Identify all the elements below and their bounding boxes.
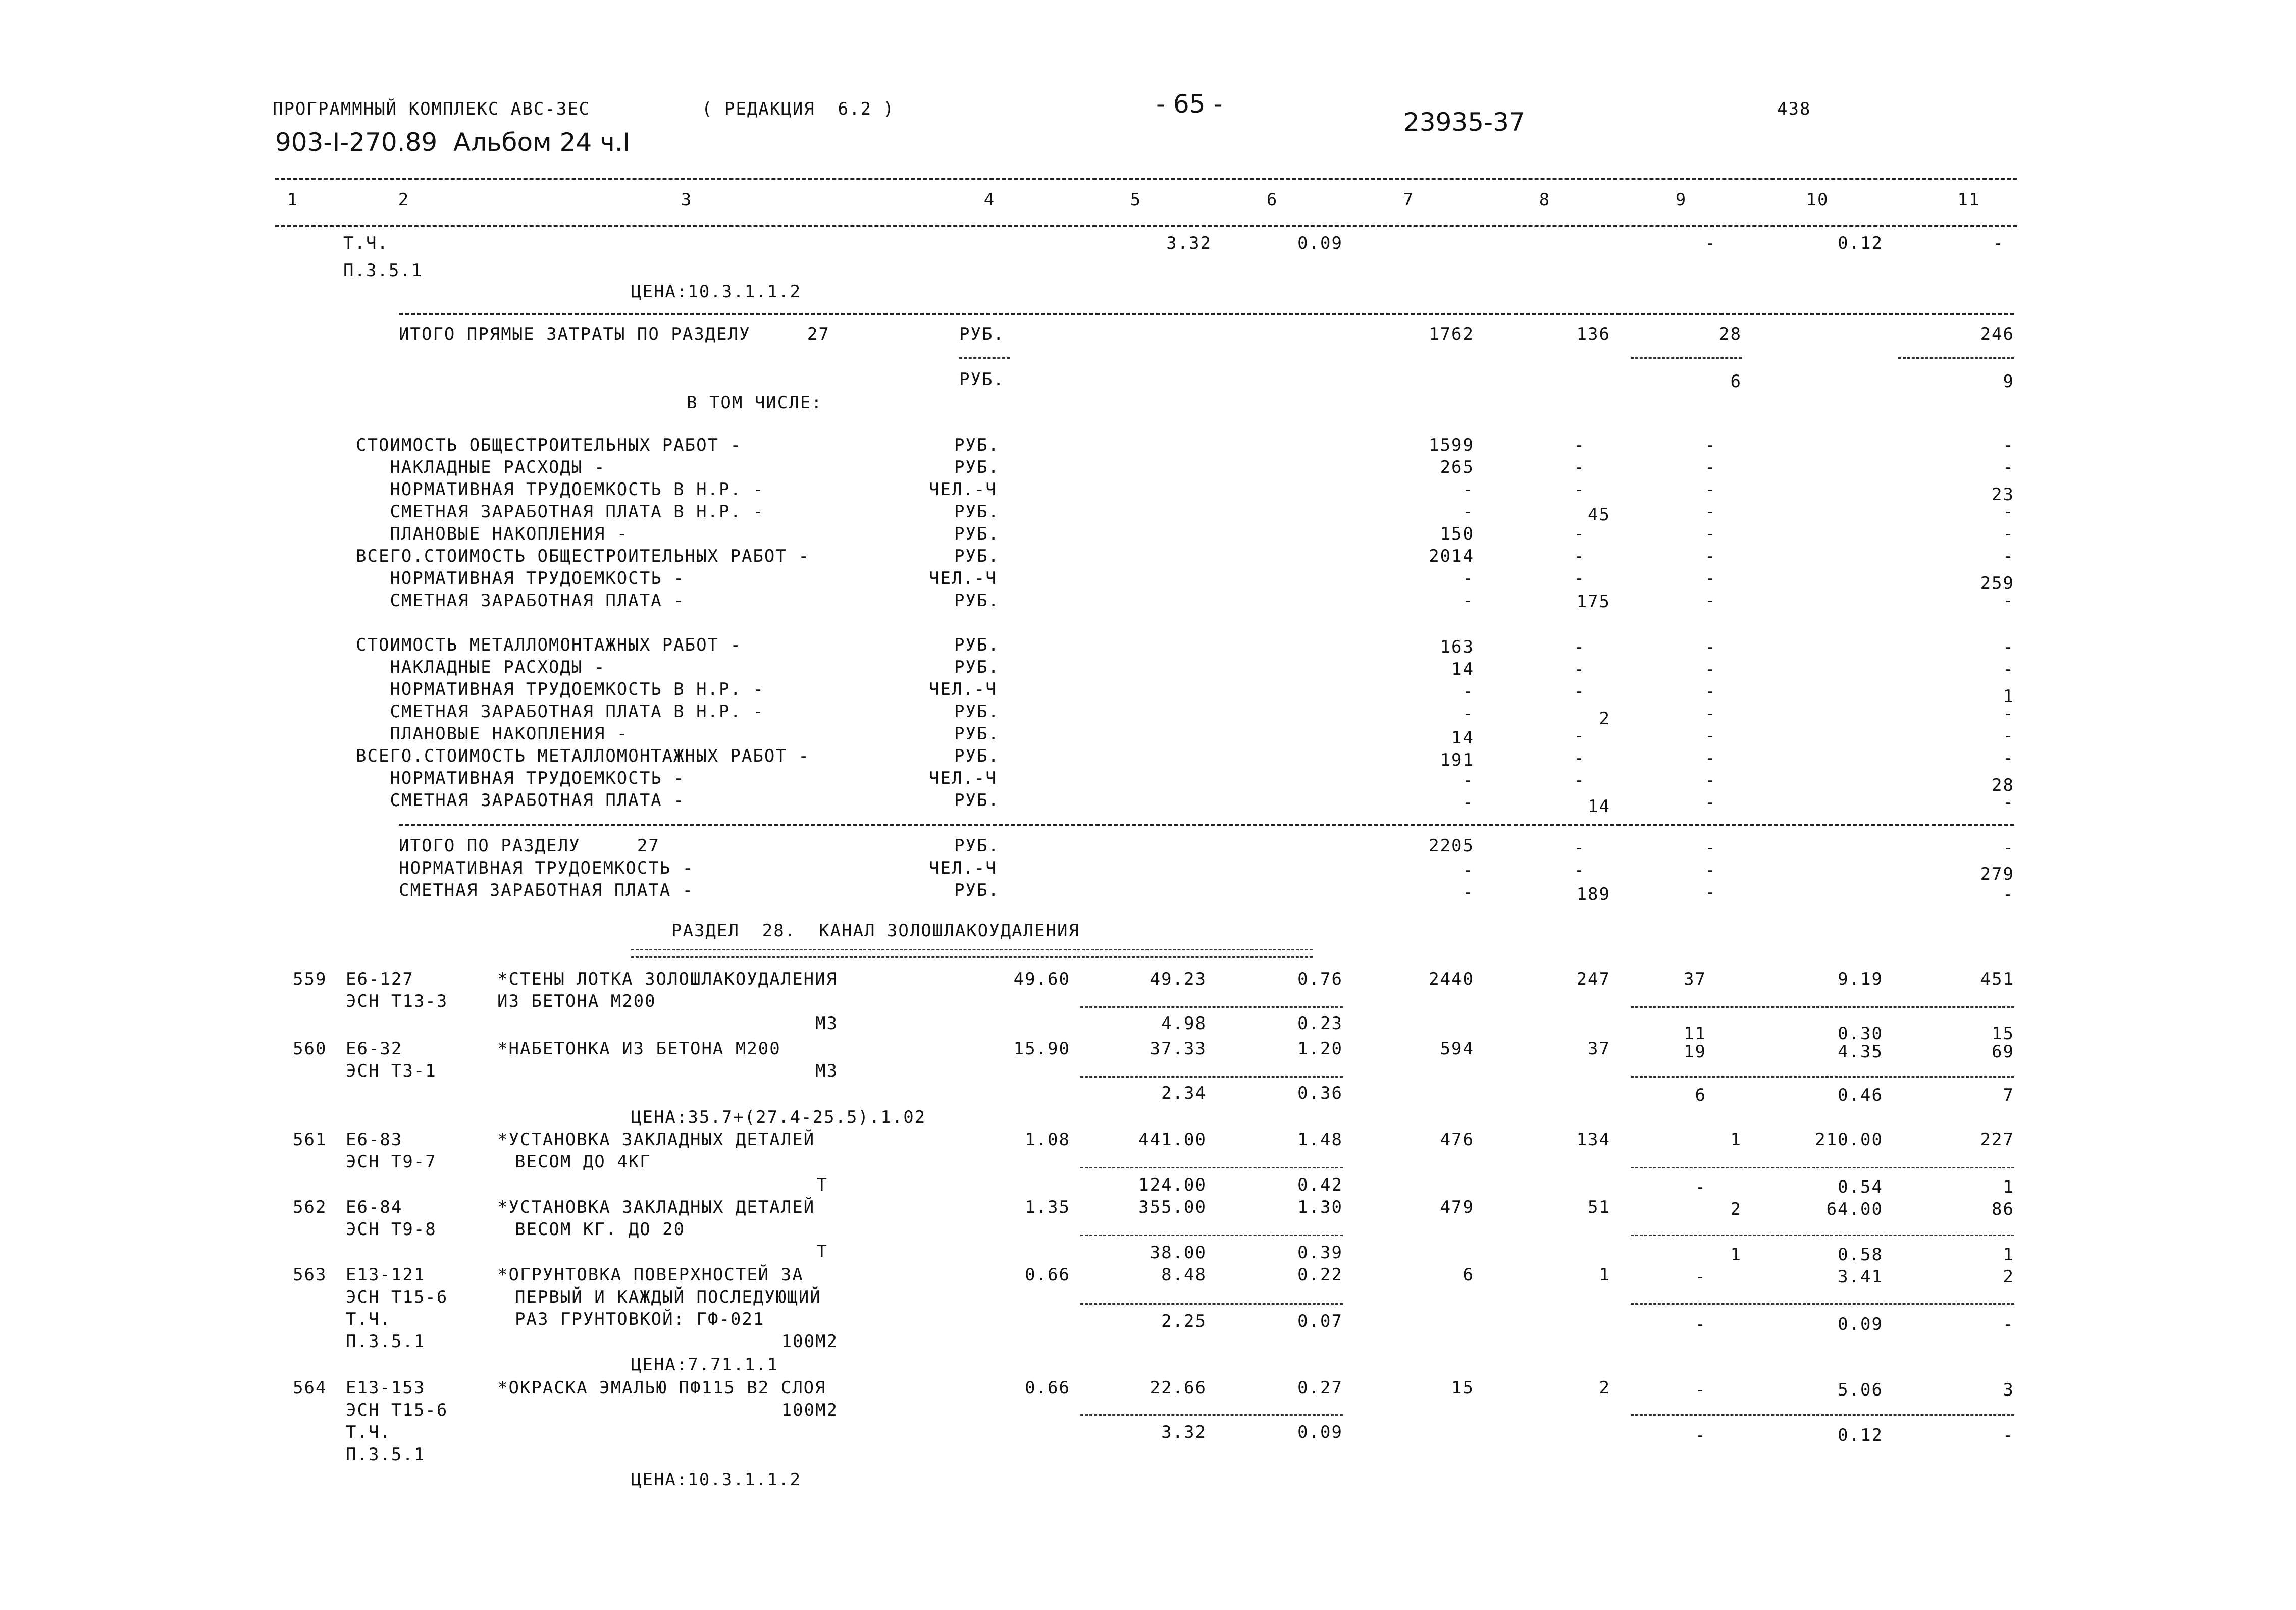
general-row-c7: - — [1463, 591, 1474, 611]
item-unit: М3 — [815, 1013, 838, 1034]
item-subtotal-rule — [1080, 1076, 1343, 1078]
top-block-c10: 0.12 — [1838, 233, 1883, 253]
top-block-c9: - — [1705, 233, 1716, 253]
item-c7: 594 — [1440, 1039, 1474, 1059]
section-total-c9: - — [1705, 860, 1716, 880]
item-c9: - — [1695, 1380, 1706, 1400]
item-extra2: П.3.5.1 — [346, 1331, 426, 1352]
item-c6: 1.20 — [1297, 1039, 1343, 1059]
metal-row-c9: - — [1705, 681, 1716, 702]
metal-row-c8: - — [1574, 748, 1585, 768]
item-description2: ПЕРВЫЙ И КАЖДЫЙ ПОСЛЕДУЮЩИЙ — [515, 1287, 821, 1307]
item-c5b: 4.98 — [1161, 1013, 1207, 1034]
section-total-rule — [399, 824, 2014, 826]
general-row-unit: ЧЕЛ.-Ч — [929, 479, 997, 500]
item-subtotal-rule — [1080, 1006, 1343, 1008]
item-c8: 1 — [1599, 1265, 1610, 1285]
item-c6: 0.22 — [1297, 1265, 1343, 1285]
general-row-unit: РУБ. — [954, 546, 1000, 566]
item-description: *СТЕНЫ ЛОТКА ЗОЛОШЛАКОУДАЛЕНИЯ — [497, 969, 838, 989]
metal-row-c11: - — [2003, 637, 2014, 657]
general-row-c7: 150 — [1440, 524, 1474, 544]
general-row-c9: - — [1705, 546, 1716, 566]
item-number: 560 — [293, 1039, 327, 1059]
general-row-unit: ЧЕЛ.-Ч — [929, 568, 997, 588]
item-description: *ОКРАСКА ЭМАЛЬЮ ПФ115 В2 СЛОЯ — [497, 1378, 826, 1398]
general-row-c11: - — [2003, 457, 2014, 477]
item-number: 562 — [293, 1197, 327, 1217]
top-block-c6: 0.09 — [1297, 233, 1343, 253]
item-c5: 22.66 — [1150, 1378, 1207, 1398]
metal-row-c8: - — [1574, 770, 1585, 790]
general-row-unit: РУБ. — [954, 457, 1000, 477]
item-c7: 6 — [1463, 1265, 1474, 1285]
section27-total-c11b: 9 — [2003, 371, 2014, 392]
header-top-rule — [275, 178, 2017, 180]
metal-row-unit: ЧЕЛ.-Ч — [929, 679, 997, 700]
column-header-1: 1 — [287, 190, 299, 210]
including-label: В ТОМ ЧИСЛЕ: — [687, 393, 823, 413]
general-row-label: СМЕТНАЯ ЗАРАБОТНАЯ ПЛАТА - — [356, 591, 685, 611]
item-subtotal-rule — [1631, 1303, 2014, 1305]
top-block-c11: - — [1993, 233, 2004, 253]
item-c11b: - — [2003, 1314, 2014, 1334]
item-c8: 51 — [1588, 1197, 1610, 1217]
item-c11b: 7 — [2003, 1085, 2014, 1105]
item-code: Е13-121 — [346, 1265, 426, 1285]
metal-row-c9: - — [1705, 792, 1716, 813]
metal-row-c8: - — [1574, 659, 1585, 679]
item-c4: 0.66 — [1025, 1265, 1070, 1285]
general-row-c7: 2014 — [1429, 546, 1474, 566]
general-row-c11: - — [2003, 591, 2014, 611]
column-header-3: 3 — [681, 190, 693, 210]
section-total-c9: - — [1705, 838, 1716, 858]
item-code: Е6-32 — [346, 1039, 403, 1059]
section-total-unit: РУБ. — [954, 836, 1000, 856]
section27-unit-underline — [959, 357, 1010, 359]
item-c6b: 0.39 — [1297, 1243, 1343, 1263]
item-price-formula: ЦЕНА:35.7+(27.4-25.5).1.02 — [631, 1107, 926, 1128]
general-row-c8: - — [1574, 524, 1585, 544]
metal-row-label: СМЕТНАЯ ЗАРАБОТНАЯ ПЛАТА - — [356, 790, 685, 811]
general-row-c9: - — [1705, 435, 1716, 455]
top-block-code: Т.Ч. — [343, 233, 389, 253]
metal-row-c9: - — [1705, 659, 1716, 679]
metal-row-label: ВСЕГО.СТОИМОСТЬ МЕТАЛЛОМОНТАЖНЫХ РАБОТ - — [356, 746, 810, 766]
item-c5b: 2.25 — [1161, 1311, 1207, 1331]
item-c10b: 0.12 — [1838, 1425, 1883, 1445]
metal-row-c7: - — [1463, 681, 1474, 702]
metal-row-c11: 28 — [1992, 775, 2014, 795]
item-c6: 0.27 — [1297, 1378, 1343, 1398]
item-c9b: 6 — [1695, 1085, 1706, 1105]
general-row-c7: - — [1463, 568, 1474, 588]
general-row-label: НАКЛАДНЫЕ РАСХОДЫ - — [356, 457, 606, 477]
metal-row-label: СТОИМОСТЬ МЕТАЛЛОМОНТАЖНЫХ РАБОТ - — [356, 635, 742, 655]
item-number: 564 — [293, 1378, 327, 1398]
doc-number: 23935-37 — [1403, 108, 1525, 137]
metal-row-c7: - — [1463, 770, 1474, 790]
metal-row-c7: 14 — [1451, 659, 1474, 679]
item-number: 559 — [293, 969, 327, 989]
section27-total-c9: 28 — [1719, 324, 1742, 344]
metal-row-c9: - — [1705, 637, 1716, 657]
section27-total-c8: 136 — [1576, 324, 1610, 344]
item-code: Е6-84 — [346, 1197, 403, 1217]
item-c5: 441.00 — [1138, 1130, 1207, 1150]
item-c6b: 0.09 — [1297, 1422, 1343, 1442]
section-total-c8: - — [1574, 838, 1585, 858]
metal-row-c7: 14 — [1451, 728, 1474, 748]
item-c10: 9.19 — [1838, 969, 1883, 989]
metal-row-c9: - — [1705, 770, 1716, 790]
section-total-c11: - — [2003, 838, 2014, 858]
item-subtotal-rule — [1631, 1167, 2014, 1168]
general-row-c9: - — [1705, 591, 1716, 611]
item-c10b: 0.30 — [1838, 1024, 1883, 1044]
item-c11b: 1 — [2003, 1245, 2014, 1265]
item-c5: 49.23 — [1150, 969, 1207, 989]
metal-row-c8: - — [1574, 726, 1585, 746]
metal-row-c9: - — [1705, 704, 1716, 724]
section-total-c7: - — [1463, 882, 1474, 902]
item-subtotal-rule — [1080, 1235, 1343, 1236]
item-c9b: 11 — [1684, 1024, 1706, 1044]
edition-label: ( РЕДАКЦИЯ 6.2 ) — [702, 99, 895, 119]
item-c7: 15 — [1451, 1378, 1474, 1398]
section-total-c11: - — [2003, 884, 2014, 904]
item-c6: 0.76 — [1297, 969, 1343, 989]
item-c8: 134 — [1576, 1130, 1610, 1150]
item-code2: ЭСН Т9-8 — [346, 1219, 437, 1240]
item-c6: 1.48 — [1297, 1130, 1343, 1150]
metal-row-c7: 191 — [1440, 750, 1474, 770]
top-block-code2: П.3.5.1 — [343, 260, 423, 281]
section28-title: РАЗДЕЛ 28. КАНАЛ ЗОЛОШЛАКОУДАЛЕНИЯ — [671, 921, 1080, 941]
item-c11: 86 — [1992, 1199, 2014, 1219]
item-c5b: 124.00 — [1138, 1175, 1207, 1195]
item-extra2: П.3.5.1 — [346, 1444, 426, 1465]
column-header-4: 4 — [983, 190, 996, 210]
column-header-8: 8 — [1539, 190, 1551, 210]
item-extra1: Т.Ч. — [346, 1422, 391, 1442]
general-row-label: СТОИМОСТЬ ОБЩЕСТРОИТЕЛЬНЫХ РАБОТ - — [356, 435, 742, 455]
metal-row-c8: - — [1574, 681, 1585, 702]
item-c9b: - — [1695, 1425, 1706, 1445]
item-c5b: 3.32 — [1161, 1422, 1207, 1442]
item-unit: 100М2 — [781, 1331, 838, 1352]
item-c9: - — [1695, 1267, 1706, 1287]
general-row-c7: - — [1463, 502, 1474, 522]
metal-row-c7: - — [1463, 704, 1474, 724]
item-c10b: 0.09 — [1838, 1314, 1883, 1334]
section-total-unit: ЧЕЛ.-Ч — [929, 858, 997, 878]
item-c6b: 0.42 — [1297, 1175, 1343, 1195]
general-row-label: НОРМАТИВНАЯ ТРУДОЕМКОСТЬ В Н.Р. - — [356, 479, 764, 500]
item-c4: 0.66 — [1025, 1378, 1070, 1398]
section-total-c7: - — [1463, 860, 1474, 880]
item-c5: 355.00 — [1138, 1197, 1207, 1217]
item-c11b: - — [2003, 1425, 2014, 1445]
metal-row-c9: - — [1705, 748, 1716, 768]
metal-row-c7: - — [1463, 792, 1474, 813]
section-total-c9: - — [1705, 882, 1716, 902]
item-c10b: 0.54 — [1838, 1177, 1883, 1197]
item-c11b: 1 — [2003, 1177, 2014, 1197]
page-number: - 65 - — [1156, 89, 1223, 119]
section27-total-c9b: 6 — [1730, 371, 1742, 392]
item-unit: М3 — [815, 1061, 838, 1081]
general-row-unit: РУБ. — [954, 435, 1000, 455]
item-number: 561 — [293, 1130, 327, 1150]
section27-total-title: ИТОГО ПРЯМЫЕ ЗАТРАТЫ ПО РАЗДЕЛУ 27 — [399, 324, 830, 344]
metal-row-unit: РУБ. — [954, 724, 1000, 744]
metal-row-c9: - — [1705, 726, 1716, 746]
item-c4: 1.08 — [1025, 1130, 1070, 1150]
item-c10b: 0.46 — [1838, 1085, 1883, 1105]
item-c6b: 0.07 — [1297, 1311, 1343, 1331]
general-row-label: ВСЕГО.СТОИМОСТЬ ОБЩЕСТРОИТЕЛЬНЫХ РАБОТ - — [356, 546, 810, 566]
item-description3: РАЗ ГРУНТОВКОЙ: ГФ-021 — [515, 1309, 765, 1329]
column-header-10: 10 — [1806, 190, 1829, 210]
metal-row-c11: - — [2003, 704, 2014, 724]
column-header-6: 6 — [1266, 190, 1278, 210]
sheet-number: 438 — [1777, 99, 1811, 119]
column-header-11: 11 — [1957, 190, 1980, 210]
item-subtotal-rule — [1631, 1006, 2014, 1008]
item-c8: 247 — [1576, 969, 1610, 989]
general-row-c9: - — [1705, 479, 1716, 500]
metal-row-c11: - — [2003, 659, 2014, 679]
item-c4: 1.35 — [1025, 1197, 1070, 1217]
item-code2: ЭСН Т13-3 — [346, 991, 448, 1011]
metal-row-unit: РУБ. — [954, 746, 1000, 766]
general-row-c8: - — [1574, 546, 1585, 566]
metal-row-c7: 163 — [1440, 637, 1474, 657]
item-c11: 3 — [2003, 1380, 2014, 1400]
section-total-unit: РУБ. — [954, 880, 1000, 900]
general-row-c8: 45 — [1588, 505, 1610, 525]
general-row-c11: - — [2003, 502, 2014, 522]
section27-total-c11: 246 — [1980, 324, 2014, 344]
item-subtotal-rule — [1631, 1076, 2014, 1078]
item-c11: 2 — [2003, 1267, 2014, 1287]
section27-total-unit: РУБ. — [959, 324, 1005, 344]
metal-row-unit: ЧЕЛ.-Ч — [929, 768, 997, 788]
section-total-c8: - — [1574, 860, 1585, 880]
metal-row-label: НАКЛАДНЫЕ РАСХОДЫ - — [356, 657, 606, 677]
metal-row-c8: 2 — [1599, 709, 1610, 729]
item-code2: ЭСН Т3-1 — [346, 1061, 437, 1081]
item-c5b: 38.00 — [1150, 1243, 1207, 1263]
metal-row-label: ПЛАНОВЫЕ НАКОПЛЕНИЯ - — [356, 724, 629, 744]
metal-row-unit: РУБ. — [954, 657, 1000, 677]
item-extra1: Т.Ч. — [346, 1309, 391, 1329]
column-header-5: 5 — [1130, 190, 1142, 210]
metal-row-c11: 1 — [2003, 686, 2014, 707]
general-row-c7: 1599 — [1429, 435, 1474, 455]
item-c11b: 15 — [1992, 1024, 2014, 1044]
metal-row-label: СМЕТНАЯ ЗАРАБОТНАЯ ПЛАТА В Н.Р. - — [356, 702, 764, 722]
top-block-price: ЦЕНА:10.3.1.1.2 — [631, 282, 802, 302]
item-code: Е13-153 — [346, 1378, 426, 1398]
item-c7: 479 — [1440, 1197, 1474, 1217]
item-subtotal-rule — [1631, 1414, 2014, 1416]
item-code2: ЭСН Т9-7 — [346, 1152, 437, 1172]
item-code: Е6-127 — [346, 969, 414, 989]
metal-row-label: НОРМАТИВНАЯ ТРУДОЕМКОСТЬ - — [356, 768, 685, 788]
general-row-c8: - — [1574, 435, 1585, 455]
item-c9b: - — [1695, 1177, 1706, 1197]
item-c4: 15.90 — [1013, 1039, 1070, 1059]
item-c7: 476 — [1440, 1130, 1474, 1150]
general-row-c11: - — [2003, 435, 2014, 455]
general-row-c7: - — [1463, 479, 1474, 500]
item-c9: 1 — [1730, 1130, 1742, 1150]
general-row-unit: РУБ. — [954, 591, 1000, 611]
item-description: *УСТАНОВКА ЗАКЛАДНЫХ ДЕТАЛЕЙ — [497, 1197, 815, 1217]
item-description2: ВЕСОМ КГ. ДО 20 — [515, 1219, 686, 1240]
section-total-c8: 189 — [1576, 884, 1610, 904]
general-row-c9: - — [1705, 524, 1716, 544]
top-block-c5: 3.32 — [1166, 233, 1212, 253]
section-total-c11: 279 — [1980, 864, 2014, 884]
item-description2: ВЕСОМ ДО 4КГ — [515, 1152, 651, 1172]
item-unit: Т — [816, 1242, 828, 1262]
metal-row-c11: - — [2003, 792, 2014, 813]
general-row-c9: - — [1705, 457, 1716, 477]
general-row-c9: - — [1705, 568, 1716, 588]
section-total-c7: 2205 — [1429, 836, 1474, 856]
section27-total-unit2: РУБ. — [959, 369, 1005, 390]
metal-row-unit: РУБ. — [954, 635, 1000, 655]
item-description2: ИЗ БЕТОНА М200 — [497, 991, 656, 1011]
column-header-7: 7 — [1402, 190, 1415, 210]
item-subtotal-rule — [1080, 1414, 1343, 1416]
item-c8: 2 — [1599, 1378, 1610, 1398]
general-row-unit: РУБ. — [954, 502, 1000, 522]
metal-row-label: НОРМАТИВНАЯ ТРУДОЕМКОСТЬ В Н.Р. - — [356, 679, 764, 700]
item-c9: 37 — [1684, 969, 1706, 989]
item-price-formula: ЦЕНА:10.3.1.1.2 — [631, 1470, 802, 1490]
section27-total-c7: 1762 — [1429, 324, 1474, 344]
item-unit: Т — [816, 1175, 828, 1195]
metal-row-c11: - — [2003, 748, 2014, 768]
item-number: 563 — [293, 1265, 327, 1285]
item-c5: 8.48 — [1161, 1265, 1207, 1285]
item-c10: 3.41 — [1838, 1267, 1883, 1287]
metal-row-c11: - — [2003, 726, 2014, 746]
column-header-9: 9 — [1675, 190, 1687, 210]
section27-c9-underline — [1631, 357, 1742, 359]
metal-row-unit: РУБ. — [954, 790, 1000, 811]
item-description: *НАБЕТОНКА ИЗ БЕТОНА М200 — [497, 1039, 781, 1059]
general-row-c7: 265 — [1440, 457, 1474, 477]
general-row-unit: РУБ. — [954, 524, 1000, 544]
general-row-c8: 175 — [1576, 592, 1610, 612]
section-total-label: ИТОГО ПО РАЗДЕЛУ 27 — [399, 836, 660, 856]
item-c10: 4.35 — [1838, 1042, 1883, 1062]
general-row-c11: 259 — [1980, 573, 2014, 594]
item-c8: 37 — [1588, 1039, 1610, 1059]
general-row-label: ПЛАНОВЫЕ НАКОПЛЕНИЯ - — [356, 524, 629, 544]
section-total-label: СМЕТНАЯ ЗАРАБОТНАЯ ПЛАТА - — [399, 880, 694, 900]
general-row-c11: - — [2003, 546, 2014, 566]
item-c11: 227 — [1980, 1130, 2014, 1150]
metal-row-c8: - — [1574, 637, 1585, 657]
section27-c11-underline — [1898, 357, 2014, 359]
item-c5b: 2.34 — [1161, 1083, 1207, 1103]
item-c9: 19 — [1684, 1042, 1706, 1062]
section27-rule — [399, 313, 2014, 315]
item-c9b: 1 — [1730, 1245, 1742, 1265]
general-row-c8: - — [1574, 479, 1585, 500]
item-c7: 2440 — [1429, 969, 1474, 989]
item-code2: ЭСН Т15-6 — [346, 1287, 448, 1307]
item-c9b: - — [1695, 1314, 1706, 1334]
item-unit: 100М2 — [781, 1400, 838, 1420]
column-header-2: 2 — [398, 190, 410, 210]
item-c11: 451 — [1980, 969, 2014, 989]
item-description: *УСТАНОВКА ЗАКЛАДНЫХ ДЕТАЛЕЙ — [497, 1130, 815, 1150]
item-price-formula: ЦЕНА:7.71.1.1 — [631, 1355, 779, 1375]
item-c10b: 0.58 — [1838, 1245, 1883, 1265]
general-row-c9: - — [1705, 502, 1716, 522]
item-code: Е6-83 — [346, 1130, 403, 1150]
section-total-label: НОРМАТИВНАЯ ТРУДОЕМКОСТЬ - — [399, 858, 694, 878]
item-description: *ОГРУНТОВКА ПОВЕРХНОСТЕЙ ЗА — [497, 1265, 804, 1285]
item-c6b: 0.23 — [1297, 1013, 1343, 1034]
metal-row-c8: 14 — [1588, 796, 1610, 817]
item-c10: 64.00 — [1826, 1199, 1883, 1219]
item-c6b: 0.36 — [1297, 1083, 1343, 1103]
item-c10: 210.00 — [1815, 1130, 1883, 1150]
general-row-c8: - — [1574, 568, 1585, 588]
item-code2: ЭСН Т15-6 — [346, 1400, 448, 1420]
item-subtotal-rule — [1080, 1167, 1343, 1168]
metal-row-unit: РУБ. — [954, 702, 1000, 722]
header-bottom-rule — [275, 225, 2017, 227]
general-row-c8: - — [1574, 457, 1585, 477]
album-title: 903-I-270.89 Альбом 24 ч.I — [275, 128, 631, 157]
program-title: ПРОГРАММНЫЙ КОМПЛЕКС АВС-3ЕС — [273, 99, 591, 119]
item-c9: 2 — [1730, 1199, 1742, 1219]
item-subtotal-rule — [1631, 1235, 2014, 1236]
item-c10: 5.06 — [1838, 1380, 1883, 1400]
item-c5: 37.33 — [1150, 1039, 1207, 1059]
general-row-c11: - — [2003, 524, 2014, 544]
section28-title-underline — [631, 949, 1313, 958]
item-c11: 69 — [1992, 1042, 2014, 1062]
general-row-c11: 23 — [1992, 485, 2014, 505]
item-subtotal-rule — [1080, 1303, 1343, 1305]
general-row-label: СМЕТНАЯ ЗАРАБОТНАЯ ПЛАТА В Н.Р. - — [356, 502, 764, 522]
general-row-label: НОРМАТИВНАЯ ТРУДОЕМКОСТЬ - — [356, 568, 685, 588]
item-c4: 49.60 — [1013, 969, 1070, 989]
item-c6: 1.30 — [1297, 1197, 1343, 1217]
